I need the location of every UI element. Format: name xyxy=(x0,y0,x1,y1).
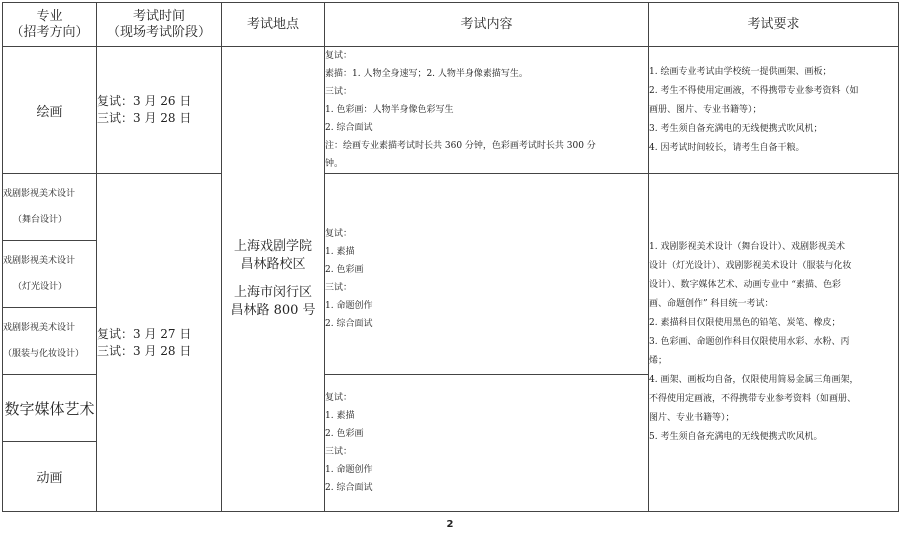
major-lighting-design xyxy=(3,241,97,308)
requirement-line: 1. 戏剧影视美术设计（舞台设计）、戏剧影视美术 xyxy=(649,242,845,252)
requirement-line: 图片、专业书籍等）； xyxy=(649,413,735,423)
content-line: 1. 素描 xyxy=(325,247,355,257)
time-painting xyxy=(97,47,222,174)
content-line: 1. 色彩画：人物半身像色彩写生 xyxy=(325,105,454,115)
major-name: 戏剧影视美术设计 xyxy=(3,256,76,266)
requirement-line: 画册、图片、专业书籍等）； xyxy=(649,104,762,115)
content-line: 1. 素描 xyxy=(325,411,355,421)
major-direction: （灯光设计） xyxy=(13,282,68,292)
major-costume-design xyxy=(3,308,97,375)
content-line: 1. 命题创作 xyxy=(325,465,373,475)
content-line: 钟。 xyxy=(325,159,344,169)
requirement-line: 2. 素描科目仅限使用黑色的铅笔、炭笔、橡皮； xyxy=(649,318,841,328)
table-row xyxy=(3,47,899,174)
content-line: 三试： xyxy=(325,87,353,97)
requirement-line: 4. 画架、画板均自备，仅限使用简易金属三角画架， xyxy=(649,375,859,385)
location-school: 上海戏剧学院 xyxy=(233,239,312,254)
content-line: 三试： xyxy=(325,447,353,457)
header-content: 考试内容 xyxy=(325,3,649,47)
time-retest: 复试：3 月 27 日 xyxy=(97,326,192,341)
header-time-subtitle: （现场考试阶段） xyxy=(106,24,211,40)
content-line: 复试： xyxy=(325,51,353,61)
content-design xyxy=(325,174,649,375)
requirements-design-group xyxy=(649,174,899,512)
major-name: 戏剧影视美术设计 xyxy=(3,323,76,333)
table-row xyxy=(3,174,899,241)
requirement-line: 5. 考生须自备充满电的无线便携式吹风机。 xyxy=(649,432,823,442)
major-direction: （舞台设计） xyxy=(13,215,68,225)
header-time-title: 考试时间 xyxy=(132,8,185,24)
header-time xyxy=(97,3,222,47)
content-line: 2. 色彩画 xyxy=(325,429,364,439)
requirement-line: 3. 色彩画、命题创作科目仅限使用水彩、水粉、丙 xyxy=(649,337,850,347)
major-digital-media: 数字媒体艺术 xyxy=(3,375,97,442)
header-place: 考试地点 xyxy=(222,3,325,47)
page-number: 2 xyxy=(446,519,454,530)
requirement-line: 1. 绘画专业考试由学校统一提供画架、画板； xyxy=(649,66,832,77)
content-painting xyxy=(325,47,649,174)
content-line: 2. 色彩画 xyxy=(325,265,364,275)
requirement-line: 4. 因考试时间较长，请考生自备干粮。 xyxy=(649,142,805,153)
exam-location xyxy=(222,47,325,512)
major-stage-design xyxy=(3,174,97,241)
requirement-line: 烯； xyxy=(649,356,668,366)
content-line: 三试： xyxy=(325,283,353,293)
content-line: 复试： xyxy=(325,229,353,239)
header-major-subtitle: （招考方向） xyxy=(10,24,89,40)
location-street: 昌林路 800 号 xyxy=(230,303,316,318)
major-name: 戏剧影视美术设计 xyxy=(3,189,76,199)
major-painting: 绘画 xyxy=(3,47,97,174)
requirement-line: 3. 考生须自备充满电的无线便携式吹风机； xyxy=(649,123,823,134)
header-major-title: 专业 xyxy=(36,8,63,24)
content-line: 2. 综合面试 xyxy=(325,123,373,133)
content-line: 复试： xyxy=(325,393,353,403)
content-line: 素描：1. 人物全身速写；2. 人物半身像素描写生。 xyxy=(325,69,528,79)
content-media xyxy=(325,375,649,512)
time-design-group xyxy=(97,174,222,512)
header-row xyxy=(3,3,899,47)
major-animation: 动画 xyxy=(3,442,97,512)
exam-schedule-table xyxy=(2,2,899,512)
header-requirements: 考试要求 xyxy=(649,3,899,47)
requirement-line: 画、命题创作” 科目统一考试： xyxy=(649,299,774,309)
content-line: 2. 综合面试 xyxy=(325,483,373,493)
content-line: 1. 命题创作 xyxy=(325,301,373,311)
requirement-line: 设计（灯光设计）、戏剧影视美术设计（服装与化妆 xyxy=(649,261,852,271)
location-gap xyxy=(222,274,324,284)
location-district: 上海市闵行区 xyxy=(233,285,312,300)
requirement-line: 设计）、数字媒体艺术、动画专业中 “素描、色彩 xyxy=(649,280,841,290)
header-major xyxy=(3,3,97,47)
major-direction: （服装与化妆设计） xyxy=(3,349,85,359)
content-line: 2. 综合面试 xyxy=(325,319,373,329)
requirement-line: 不得使用定画液，不得携带专业参考资料（如画册、 xyxy=(649,394,857,404)
content-line: 注：绘画专业素描考试时长共 360 分钟，色彩画考试时长共 300 分 xyxy=(325,141,596,151)
requirement-line: 2. 考生不得使用定画液，不得携带专业参考资料（如 xyxy=(649,85,859,96)
time-third-test: 三试：3 月 28 日 xyxy=(97,343,192,358)
requirements-painting xyxy=(649,47,899,174)
time-third-test: 三试：3 月 28 日 xyxy=(97,111,192,125)
time-retest: 复试：3 月 26 日 xyxy=(97,94,192,108)
location-campus: 昌林路校区 xyxy=(240,257,306,272)
